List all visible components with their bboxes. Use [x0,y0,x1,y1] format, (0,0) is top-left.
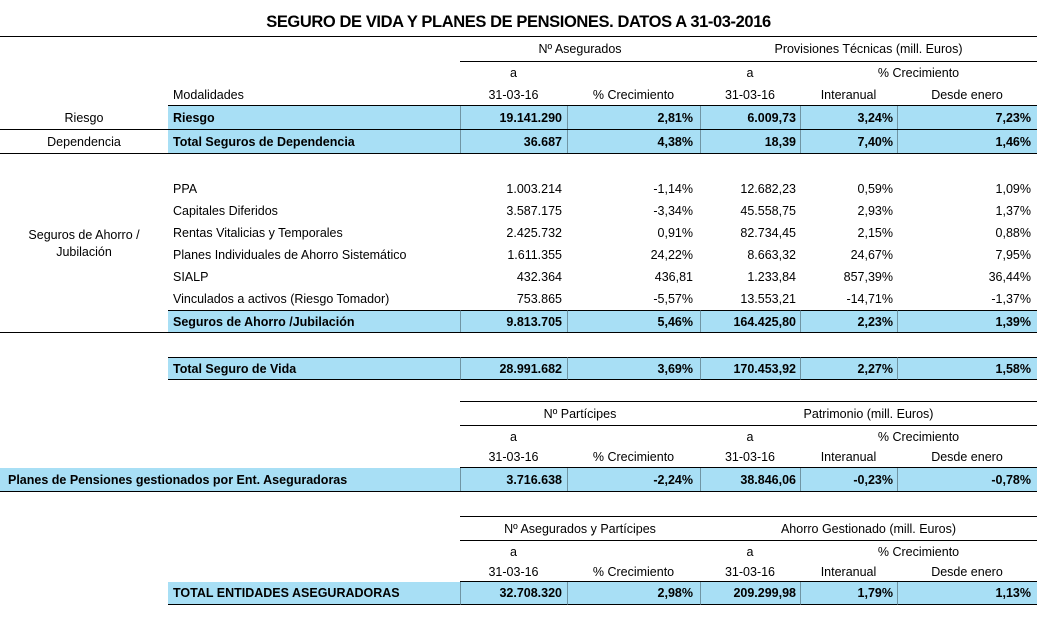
value-growth-interanual: 0,59% [857,182,893,196]
group-label-asegurados: Nº Asegurados [460,37,700,62]
value-count: 28.991.682 [460,357,567,380]
row-total-entidades [0,582,1037,605]
column-header-interanual: Interanual [800,447,897,468]
subheader-a-right: a [746,66,754,80]
column-header-desde-enero: Desde enero [897,447,1037,468]
column-header-date-1: 31-03-16 [460,84,567,106]
section-seguro-vida [0,36,1037,380]
value-growth-interanual: -0,23% [800,468,897,491]
section-total-entidades [0,516,1037,605]
row-label: Vinculados a activos (Riesgo Tomador) [173,292,390,306]
subheader-a-right: a [746,429,754,444]
subheader-row-cols [0,562,1037,582]
row-label: Capitales Diferidos [173,204,278,218]
value-amount: 1.233,84 [747,270,796,284]
side-label-riesgo: Riesgo [64,110,104,125]
value-growth-desde-enero: 1,58% [897,357,1037,380]
value-count-growth: -5,57% [653,292,693,306]
column-header-interanual: Interanual [800,562,897,582]
value-growth-interanual: 2,23% [800,310,897,332]
row-label: SIALP [173,270,209,284]
subheader-row-a [0,426,1037,447]
value-amount: 38.846,06 [700,468,800,491]
column-header-date-2: 31-03-16 [700,447,800,468]
subheader-a-left: a [510,429,517,444]
column-header-date-1: 31-03-16 [460,562,567,582]
row-label: Seguros de Ahorro /Jubilación [168,310,460,332]
value-growth-interanual: 857,39% [843,270,893,284]
value-amount: 164.425,80 [700,310,800,332]
value-amount: 170.453,92 [700,357,800,380]
value-count-growth: -2,24% [567,468,700,491]
column-header-pct-crecimiento: % Crecimiento [567,84,700,106]
side-label-line1: Seguros de Ahorro / [28,228,140,243]
value-amount: 12.682,23 [740,182,796,196]
group-label-provisiones: Provisiones Técnicas (mill. Euros) [700,37,1037,62]
value-growth-desde-enero: 0,88% [995,226,1031,240]
value-count: 3.716.638 [460,468,567,491]
group-label-ahorro-gestionado: Ahorro Gestionado (mill. Euros) [700,516,1037,541]
value-growth-desde-enero: 1,09% [995,182,1031,196]
value-count-growth: 2,98% [567,582,700,605]
column-header-pct-crecimiento: % Crecimiento [567,562,700,582]
value-growth-desde-enero: 1,37% [995,204,1031,218]
group-header-row [0,36,1037,62]
group-header-row [0,516,1037,541]
column-header-desde-enero: Desde enero [897,562,1037,582]
value-growth-desde-enero: 1,46% [897,130,1037,153]
value-count-growth: -3,34% [653,204,693,218]
row-label: Rentas Vitalicias y Temporales [173,226,343,240]
value-count: 9.813.705 [460,310,567,332]
value-count-growth: 0,91% [657,226,693,240]
value-count-growth: 24,22% [650,248,693,262]
subheader-pct-crecimiento-group: % Crecimiento [877,429,960,444]
column-header-interanual: Interanual [800,84,897,106]
row-label: Total Seguro de Vida [168,357,460,380]
value-growth-interanual: 24,67% [850,248,893,262]
column-header-desde-enero: Desde enero [897,84,1037,106]
subheader-pct-crecimiento-group: % Crecimiento [877,544,960,559]
column-header-pct-crecimiento: % Crecimiento [567,447,700,468]
value-growth-desde-enero: -0,78% [897,468,1037,491]
group-header-row [0,401,1037,426]
value-growth-desde-enero: 7,23% [897,106,1037,129]
group-label-participes: Nº Partícipes [460,401,700,426]
value-amount: 45.558,75 [740,204,796,218]
value-count: 1.611.355 [507,248,562,262]
row-label: Total Seguros de Dependencia [168,130,460,153]
value-growth-interanual: 2,93% [857,204,893,218]
row-riesgo [0,106,1037,130]
row-label: Planes Individuales de Ahorro Sistemático [173,248,407,262]
subheader-a-left: a [510,544,517,559]
group-header-spacer [0,37,460,62]
value-count-growth: 3,69% [567,357,700,380]
value-count-growth: -1,14% [653,182,693,196]
value-growth-interanual: 7,40% [800,130,897,153]
value-growth-interanual: 3,24% [800,106,897,129]
column-header-date-2: 31-03-16 [700,562,800,582]
value-count: 753.865 [516,292,562,306]
row-planes-pensiones [0,468,1037,492]
subheader-pct-crecimiento-group: % Crecimiento [877,66,960,80]
side-label-ahorro-jubilacion [0,178,168,310]
column-header-modalidades: Modalidades [168,84,460,106]
value-count-growth: 4,38% [567,130,700,153]
value-growth-desde-enero: 1,13% [897,582,1037,605]
value-growth-desde-enero: 1,39% [897,310,1037,332]
value-amount: 6.009,73 [700,106,800,129]
subheader-row-cols [0,447,1037,468]
value-amount: 18,39 [700,130,800,153]
value-growth-desde-enero: 7,95% [995,248,1031,262]
row-label: PPA [173,182,198,196]
value-count: 19.141.290 [460,106,567,129]
value-count-growth: 5,46% [567,310,700,332]
subheader-row-cols [0,84,1037,106]
section-planes-pensiones [0,401,1037,492]
group-label-patrimonio: Patrimonio (mill. Euros) [700,401,1037,426]
value-count: 432.364 [516,270,562,284]
modalidades-rows-group [0,178,1037,310]
spacer [0,492,1037,516]
value-growth-interanual: -14,71% [846,292,893,306]
value-growth-desde-enero: 36,44% [988,270,1031,284]
value-count: 1.003.214 [506,182,562,196]
value-amount: 209.299,98 [700,582,800,605]
value-count-growth: 2,81% [567,106,700,129]
report-title: SEGURO DE VIDA Y PLANES DE PENSIONES. DATOS A 31-03-2016 [266,13,771,31]
value-count: 3.587.175 [506,204,562,218]
spacer [0,333,1037,357]
value-growth-interanual: 2,15% [857,226,893,240]
value-count: 2.425.732 [506,226,562,240]
value-growth-desde-enero: -1,37% [991,292,1031,306]
column-header-date-1: 31-03-16 [460,447,567,468]
spacer [0,380,1037,401]
subheader-row-a [0,62,1037,84]
group-label-asegurados-participes: Nº Asegurados y Partícipes [460,516,700,541]
row-label: TOTAL ENTIDADES ASEGURADORAS [168,582,460,605]
spacer [0,154,1037,178]
value-count-growth: 436,81 [654,270,693,284]
subheader-row-a [0,541,1037,562]
row-dependencia [0,130,1037,154]
row-seguros-ahorro-total [0,310,1037,333]
row-total-seguro-vida [0,357,1037,380]
side-label-line2: Jubilación [56,245,112,259]
value-count: 32.708.320 [460,582,567,605]
subheader-a-right: a [746,544,754,559]
report-sheet [0,8,1037,622]
value-growth-interanual: 2,27% [800,357,897,380]
side-label-dependencia: Dependencia [47,134,121,149]
value-count: 36.687 [460,130,567,153]
value-amount: 82.734,45 [740,226,796,240]
column-header-date-2: 31-03-16 [700,84,800,106]
row-label: Planes de Pensiones gestionados por Ent. Aseguradoras [0,468,460,491]
value-growth-interanual: 1,79% [800,582,897,605]
value-amount: 13.553,21 [740,292,796,306]
value-amount: 8.663,32 [747,248,796,262]
subheader-a-left: a [510,66,517,80]
row-label: Riesgo [168,106,460,129]
